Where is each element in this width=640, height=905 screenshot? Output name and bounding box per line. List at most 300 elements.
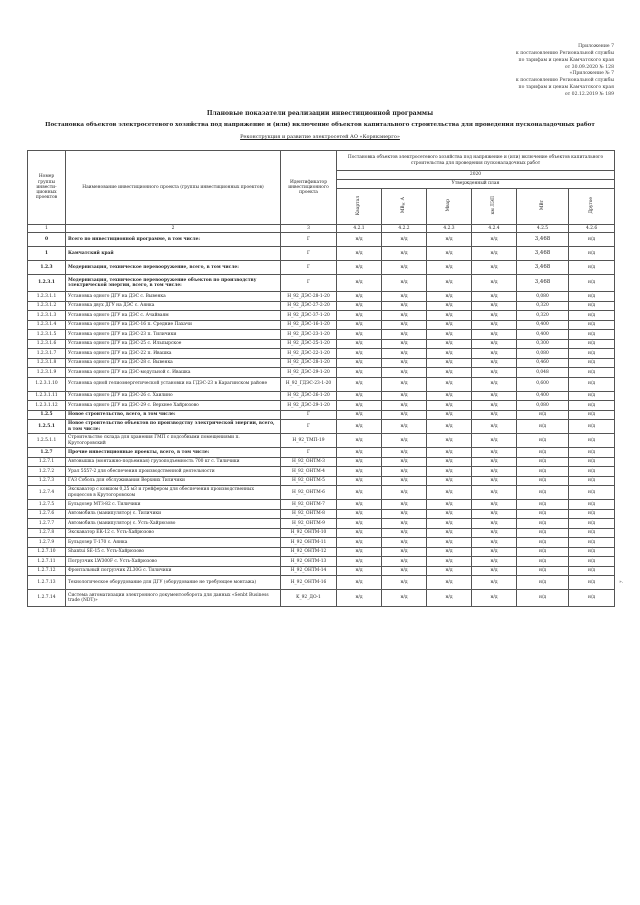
row-number: 1.2.3.1.6 <box>28 339 66 349</box>
header-top-block <box>516 43 614 71</box>
row-number: 1.2.7.8 <box>28 528 66 538</box>
row-value: н/д <box>382 275 427 292</box>
row-value: н/д <box>472 261 517 275</box>
row-value: н/д <box>382 261 427 275</box>
row-name: Модернизация, техническое перевооружение, всего, в том числе: <box>66 261 281 275</box>
row-name: Всего по инвестиционной программе, в том числе: <box>66 233 281 247</box>
row-identifier: K_92_ДО-1 <box>281 590 337 607</box>
row-value: н/д <box>427 566 472 576</box>
row-name: Фронтальный погрузчик ZL30G с. Тиличики <box>66 566 281 576</box>
row-value: 0,080 <box>517 401 569 411</box>
row-name: Установка одного ДГУ на ДЭС с. Ачайваям <box>66 311 281 321</box>
row-value: н/д <box>472 320 517 330</box>
row-value: н/д <box>337 486 382 500</box>
row-value: н/д <box>337 292 382 302</box>
row-number: 1.2.7.12 <box>28 566 66 576</box>
row-identifier: Г <box>281 275 337 292</box>
table-row <box>28 486 615 500</box>
row-value: н/д <box>569 261 615 275</box>
row-identifier: H_92_ДЭС-28-1-20 <box>281 358 337 368</box>
header-subcol <box>472 189 517 225</box>
row-value: н/д <box>517 434 569 448</box>
row-value: н/д <box>472 476 517 486</box>
row-value: н/д <box>569 368 615 378</box>
row-value: н/д <box>569 247 615 261</box>
row-value: н/д <box>569 358 615 368</box>
row-name: Новое строительство, всего, в том числе: <box>66 410 281 420</box>
header-subcol-label: Мвар <box>446 199 452 212</box>
row-name: Установка одного ДГУ на ДЭС-28 с. Вывенка <box>66 358 281 368</box>
row-number: 1.2.7.2 <box>28 467 66 477</box>
row-value: н/д <box>337 349 382 359</box>
row-value: 0,080 <box>517 349 569 359</box>
row-value: н/д <box>517 538 569 548</box>
row-identifier: H_92_ДЭС-25-1-20 <box>281 339 337 349</box>
row-value: н/д <box>472 557 517 567</box>
row-value: н/д <box>337 557 382 567</box>
row-value: н/д <box>427 330 472 340</box>
header-col-name: Наименование инвестиционного проекта (группы инвестиционных проектов) <box>66 151 281 225</box>
table-row <box>28 247 615 261</box>
row-name: Установка одного ДГУ на ДЭС-26 с. Хаилино <box>66 391 281 401</box>
index-cell: 1 <box>28 225 66 233</box>
row-identifier: H_92_ДЭС-22-1-20 <box>281 349 337 359</box>
row-value: н/д <box>472 358 517 368</box>
row-identifier: H_92_ТМП-19 <box>281 434 337 448</box>
table-row <box>28 590 615 607</box>
row-number: 1 <box>28 247 66 261</box>
row-value: н/д <box>517 566 569 576</box>
row-value: н/д <box>569 434 615 448</box>
row-value: н/д <box>427 320 472 330</box>
row-value: н/д <box>382 301 427 311</box>
table-row <box>28 557 615 567</box>
row-value: н/д <box>382 576 427 590</box>
row-value: н/д <box>427 233 472 247</box>
row-value: н/д <box>337 391 382 401</box>
row-value: н/д <box>569 557 615 567</box>
index-cell: 4.2.3 <box>427 225 472 233</box>
row-value: н/д <box>337 434 382 448</box>
row-value: н/д <box>427 401 472 411</box>
row-identifier: H_92_ДЭС-27-2-20 <box>281 301 337 311</box>
header-second-line: от 02.12.2019 № 189 <box>564 92 614 97</box>
row-number: 1.2.3.1 <box>28 275 66 292</box>
header-subcol <box>337 189 382 225</box>
row-identifier: H_92_ДЭС-37-1-20 <box>281 311 337 321</box>
row-value: н/д <box>337 410 382 420</box>
row-value: н/д <box>337 301 382 311</box>
row-number: 1.2.7.6 <box>28 509 66 519</box>
header-second-line: «Приложение № 7 <box>569 71 614 76</box>
row-value: н/д <box>517 528 569 538</box>
row-number: 1.2.7.11 <box>28 557 66 567</box>
row-value: н/д <box>472 233 517 247</box>
table-row <box>28 476 615 486</box>
row-value: н/д <box>382 486 427 500</box>
row-value: н/д <box>569 301 615 311</box>
row-value: н/д <box>337 519 382 529</box>
table-row <box>28 339 615 349</box>
row-value: н/д <box>382 420 427 434</box>
row-number: 1.2.3.1.11 <box>28 391 66 401</box>
row-value: н/д <box>517 509 569 519</box>
row-value: н/д <box>337 547 382 557</box>
table-row <box>28 420 615 434</box>
row-identifier: H_92_ОНТМ-12 <box>281 547 337 557</box>
row-value: н/д <box>472 457 517 467</box>
row-value: н/д <box>569 311 615 321</box>
table-row <box>28 519 615 529</box>
row-number: 0 <box>28 233 66 247</box>
row-value: н/д <box>427 467 472 477</box>
row-value: н/д <box>569 233 615 247</box>
table-row <box>28 275 615 292</box>
row-value: н/д <box>427 410 472 420</box>
row-value: н/д <box>337 448 382 458</box>
row-value: н/д <box>337 261 382 275</box>
row-number: 1.2.3.1.10 <box>28 377 66 391</box>
row-identifier: H_92_ДЭС-23-1-20 <box>281 330 337 340</box>
table-row <box>28 448 615 458</box>
row-identifier: H_92_ДЭС-29-1-20 <box>281 368 337 378</box>
row-identifier: H_92_ДЭС-16-1-20 <box>281 320 337 330</box>
row-identifier: H_92_ДЭС-29-1-20 <box>281 401 337 411</box>
row-value: н/д <box>472 448 517 458</box>
row-name: Автовышка (монтажно-подъемная) грузоподъемность 700 кг с. Тиличики <box>66 457 281 467</box>
row-value: н/д <box>382 557 427 567</box>
row-number: 1.2.5 <box>28 410 66 420</box>
row-number: 1.2.7.10 <box>28 547 66 557</box>
row-value: 0,320 <box>517 311 569 321</box>
row-value: н/д <box>427 261 472 275</box>
row-value: н/д <box>517 420 569 434</box>
row-value: н/д <box>517 500 569 510</box>
row-value: н/д <box>337 576 382 590</box>
row-value: н/д <box>569 538 615 548</box>
row-value: н/д <box>337 330 382 340</box>
row-value: н/д <box>382 434 427 448</box>
header-subcol-label: МВт <box>539 200 545 211</box>
row-value: н/д <box>569 349 615 359</box>
row-value: н/д <box>427 434 472 448</box>
row-value: н/д <box>427 538 472 548</box>
row-value: н/д <box>337 590 382 607</box>
row-value: 0,048 <box>517 368 569 378</box>
row-value: н/д <box>382 377 427 391</box>
header-second-line: по тарифам и ценам Камчатского края <box>518 85 614 90</box>
header-top-line: Приложение 7 <box>578 44 614 49</box>
header-col-num: Номер группы инвести-ционных проектов <box>28 151 66 225</box>
row-value: н/д <box>382 401 427 411</box>
row-name: Экскаватор ЕК-12 с. Усть-Хайрюзово <box>66 528 281 538</box>
row-name: Установка одной гелиоэнергетической установки на ГДЭС-23 в Карагинском районе <box>66 377 281 391</box>
row-value: 3,468 <box>517 233 569 247</box>
row-value: н/д <box>472 330 517 340</box>
row-number: 1.2.7.13 <box>28 576 66 590</box>
row-value: н/д <box>427 509 472 519</box>
row-identifier: H_92_ДЭС-26-1-20 <box>281 391 337 401</box>
row-value: н/д <box>472 401 517 411</box>
row-value: н/д <box>569 377 615 391</box>
row-name: Установка одного ДГУ на ДЭС-25 с. Ильпырское <box>66 339 281 349</box>
row-value: н/д <box>472 467 517 477</box>
index-cell: 2 <box>66 225 281 233</box>
row-value: н/д <box>337 420 382 434</box>
table-row <box>28 368 615 378</box>
row-value: 0,460 <box>517 358 569 368</box>
table-row <box>28 467 615 477</box>
row-value: н/д <box>569 476 615 486</box>
row-number: 1.2.3.1.12 <box>28 401 66 411</box>
row-identifier: H_92_ОНТМ-6 <box>281 486 337 500</box>
row-value: 3,468 <box>517 275 569 292</box>
row-value: н/д <box>569 500 615 510</box>
row-value: н/д <box>427 349 472 359</box>
row-value: н/д <box>569 486 615 500</box>
row-value: н/д <box>382 311 427 321</box>
row-value: н/д <box>569 410 615 420</box>
row-value: 0,400 <box>517 330 569 340</box>
index-cell: 4.2.2 <box>382 225 427 233</box>
row-name: Установка двух ДГУ на ДЭС с. Аянка <box>66 301 281 311</box>
row-value: н/д <box>472 547 517 557</box>
row-value: н/д <box>337 467 382 477</box>
table-row <box>28 349 615 359</box>
row-value: 0,300 <box>517 339 569 349</box>
row-name: Погрузчик LW300F с. Усть-Хайрюзово <box>66 557 281 567</box>
table-row <box>28 509 615 519</box>
row-name: Shantui SE-15 с. Усть-Хайрюзово <box>66 547 281 557</box>
row-number: 1.2.3.1.4 <box>28 320 66 330</box>
row-identifier: H_92_ОНТМ-10 <box>281 528 337 538</box>
header-col-id: Идентификатор инвестиционного проекта <box>281 151 337 225</box>
table-row <box>28 391 615 401</box>
row-value: н/д <box>569 566 615 576</box>
row-value: н/д <box>382 457 427 467</box>
row-value: н/д <box>517 410 569 420</box>
row-value: н/д <box>472 566 517 576</box>
row-value: н/д <box>337 476 382 486</box>
row-name: Установка одного ДГУ на ДЭС-22 п. Ивашка <box>66 349 281 359</box>
row-value: н/д <box>382 519 427 529</box>
row-number: 1.2.3.1.7 <box>28 349 66 359</box>
row-value: н/д <box>427 590 472 607</box>
row-value: н/д <box>382 448 427 458</box>
row-value: н/д <box>382 476 427 486</box>
row-number: 1.2.7.1 <box>28 457 66 467</box>
row-name: Экскаватор с ковшом 0,25 м3 и грейфером для обеспечения производственных процессов в Крутогоровском <box>66 486 281 500</box>
row-name: Установка одного ДГУ на ДЭС-29 с. Верхнее Хайрюзово <box>66 401 281 411</box>
row-value: н/д <box>472 311 517 321</box>
row-value: н/д <box>337 528 382 538</box>
row-value: н/д <box>472 301 517 311</box>
row-number: 1.2.3.1.9 <box>28 368 66 378</box>
header-subcol <box>427 189 472 225</box>
index-cell: 3 <box>281 225 337 233</box>
row-value: н/д <box>569 420 615 434</box>
row-number: 1.2.5.1.1 <box>28 434 66 448</box>
row-identifier: H_92_ОНТМ-9 <box>281 519 337 529</box>
table-row <box>28 358 615 368</box>
row-number: 1.2.7.5 <box>28 500 66 510</box>
row-value: н/д <box>569 467 615 477</box>
row-number: 1.2.3.1.2 <box>28 301 66 311</box>
row-value: 0,400 <box>517 391 569 401</box>
row-value: н/д <box>569 528 615 538</box>
row-value: н/д <box>569 576 615 590</box>
row-value: 0,600 <box>517 377 569 391</box>
table-row <box>28 457 615 467</box>
row-value: 3,468 <box>517 247 569 261</box>
row-value: н/д <box>569 457 615 467</box>
table-row <box>28 261 615 275</box>
header-subcol-label: км ЛЭП <box>491 196 497 215</box>
row-value: н/д <box>472 368 517 378</box>
header-subcol-label: Квартал <box>356 195 362 215</box>
row-number: 1.2.7.4 <box>28 486 66 500</box>
row-value: н/д <box>337 500 382 510</box>
table-row <box>28 538 615 548</box>
table-row <box>28 311 615 321</box>
table-row <box>28 320 615 330</box>
index-cell: 4.2.6 <box>569 225 615 233</box>
row-value: н/д <box>337 457 382 467</box>
row-value: н/д <box>472 538 517 548</box>
row-value: н/д <box>427 247 472 261</box>
row-number: 1.2.7 <box>28 448 66 458</box>
row-value: н/д <box>472 420 517 434</box>
row-value: н/д <box>472 339 517 349</box>
header-top-line: от 30.09.2020 № 128 <box>564 65 614 70</box>
row-value: н/д <box>427 377 472 391</box>
row-value: н/д <box>472 576 517 590</box>
row-value: н/д <box>427 311 472 321</box>
row-value: н/д <box>382 547 427 557</box>
row-value: н/д <box>427 528 472 538</box>
table-row <box>28 377 615 391</box>
row-value: н/д <box>337 401 382 411</box>
row-value: н/д <box>427 301 472 311</box>
row-value: н/д <box>427 486 472 500</box>
row-value: н/д <box>382 330 427 340</box>
row-value: н/д <box>382 320 427 330</box>
row-value: н/д <box>337 368 382 378</box>
row-value: н/д <box>569 448 615 458</box>
header-top-line: к постановлению Региональной службы <box>515 51 614 56</box>
table-row <box>28 410 615 420</box>
row-value: н/д <box>569 275 615 292</box>
row-value: н/д <box>427 275 472 292</box>
row-identifier: H_92_ОНТМ-8 <box>281 509 337 519</box>
row-name: Установка одного ДГУ на ДЭС-модульной с. Ивашка <box>66 368 281 378</box>
row-value: н/д <box>337 358 382 368</box>
row-identifier: H_92_ОНТМ-14 <box>281 566 337 576</box>
row-value: н/д <box>472 500 517 510</box>
row-value: н/д <box>427 519 472 529</box>
row-value: н/д <box>517 590 569 607</box>
row-value: н/д <box>517 486 569 500</box>
row-value: н/д <box>337 377 382 391</box>
row-value: н/д <box>337 311 382 321</box>
row-identifier: H_92_ГДЭС-23-1-20 <box>281 377 337 391</box>
row-value: н/д <box>472 410 517 420</box>
row-identifier: Г <box>281 448 337 458</box>
index-cell: 4.2.4 <box>472 225 517 233</box>
header-group-top: Постановка объектов электросетевого хозяйства под напряжение и (или) включение объектов капитального строительства для проведения пусконаладочных работ <box>337 151 615 171</box>
header-subcol <box>382 189 427 225</box>
index-cell: 4.2.5 <box>517 225 569 233</box>
table-row <box>28 566 615 576</box>
row-name: Камчатский край <box>66 247 281 261</box>
row-value: н/д <box>382 339 427 349</box>
row-value: н/д <box>382 500 427 510</box>
row-value: н/д <box>472 377 517 391</box>
row-value: н/д <box>427 420 472 434</box>
row-value: н/д <box>427 557 472 567</box>
row-identifier: H_92_ОНТМ-3 <box>281 457 337 467</box>
header-subcol-label: МВ×А <box>401 197 407 214</box>
row-value: н/д <box>517 457 569 467</box>
row-number: 1.2.7.9 <box>28 538 66 548</box>
row-identifier: Г <box>281 420 337 434</box>
row-value: 0,080 <box>517 292 569 302</box>
row-value: н/д <box>569 320 615 330</box>
index-cell: 4.2.1 <box>337 225 382 233</box>
row-value: н/д <box>472 590 517 607</box>
row-value: н/д <box>472 528 517 538</box>
row-name: Модернизация, техническое перевооружение объектов по производству электрической энергии, всего, в том числе: <box>66 275 281 292</box>
row-value: н/д <box>382 368 427 378</box>
row-value: н/д <box>472 292 517 302</box>
company-name: Реконструкция и развитие электросетей АО «Корякэнерго» <box>240 134 400 140</box>
row-value: н/д <box>517 557 569 567</box>
row-value: н/д <box>569 547 615 557</box>
row-value: н/д <box>427 457 472 467</box>
row-value: н/д <box>517 576 569 590</box>
header-top-line: по тарифам и ценам Камчатского края <box>518 58 614 63</box>
row-value: н/д <box>427 476 472 486</box>
table-row <box>28 547 615 557</box>
row-value: н/д <box>472 519 517 529</box>
row-value: н/д <box>472 434 517 448</box>
row-value: н/д <box>337 509 382 519</box>
table-row <box>28 528 615 538</box>
row-value: н/д <box>382 358 427 368</box>
row-value: 3,468 <box>517 261 569 275</box>
header-second-line: к постановлению Региональной службы <box>515 78 614 83</box>
row-value: н/д <box>427 339 472 349</box>
row-value: н/д <box>382 590 427 607</box>
row-value: н/д <box>517 476 569 486</box>
row-number: 1.2.5.1 <box>28 420 66 434</box>
header-year: 2020 <box>337 171 615 180</box>
row-name: Установка одного ДГУ на ДЭС-23 п. Тиличики <box>66 330 281 340</box>
row-value: н/д <box>472 486 517 500</box>
table-row <box>28 576 615 590</box>
row-name: Установка одного ДГУ на ДЭС-16 п. Средние Пахачи <box>66 320 281 330</box>
row-name: Бульдозер Т-170 с. Аянка <box>66 538 281 548</box>
row-number: 1.2.3.1.1 <box>28 292 66 302</box>
row-value: н/д <box>427 292 472 302</box>
row-value: н/д <box>337 233 382 247</box>
row-number: 1.2.7.7 <box>28 519 66 529</box>
row-value: н/д <box>427 576 472 590</box>
row-value: н/д <box>427 448 472 458</box>
row-identifier: H_92_ОНТМ-16 <box>281 576 337 590</box>
header-subcol <box>517 189 569 225</box>
row-value: н/д <box>517 547 569 557</box>
